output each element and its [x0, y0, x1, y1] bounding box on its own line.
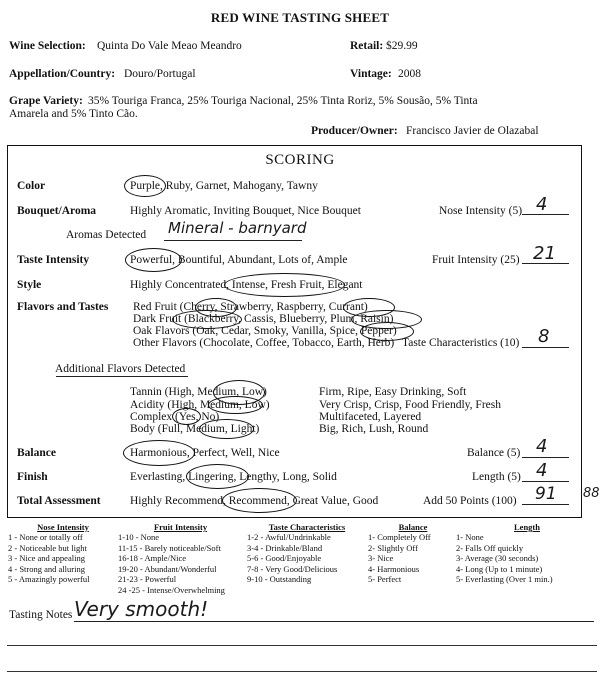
legend-taste-characteristics	[247, 522, 367, 585]
complex-yes-circle	[172, 408, 201, 425]
fruit-intensity-line	[522, 263, 569, 264]
legend-balance-heading: Balance	[398, 522, 428, 532]
vintage-value: 2008	[398, 68, 421, 80]
legend-line: 5-6 - Good/Enjoyable	[247, 553, 322, 564]
legend-line: 16-18 - Ample/Nice	[118, 553, 186, 564]
balance-selection-circle	[123, 440, 195, 466]
grape-variety-label: Grape Variety:	[9, 95, 83, 107]
nose-intensity-score: 4	[536, 194, 548, 215]
bouquet-label: Bouquet/Aroma	[17, 205, 97, 217]
length-score-line	[522, 481, 569, 482]
balance-score: 4	[536, 436, 548, 457]
legend-line: 5- Everlasting (Over 1 min.)	[456, 574, 553, 585]
legend-line: 4- Long (Up to 1 minute)	[456, 563, 543, 574]
length-label: Length (5)	[472, 471, 521, 483]
wine-selection-value: Quinta Do Vale Meao Meandro	[97, 40, 242, 52]
legend-line: 7-8 - Very Good/Delicious	[247, 563, 338, 574]
sheet-title: RED WINE TASTING SHEET	[210, 10, 390, 25]
legend-length-heading: Length	[514, 522, 540, 532]
legend-line: 24 -25 - Intense/Overwhelming	[118, 584, 225, 595]
legend-line: 3 - Nice and appealing	[8, 553, 85, 564]
oak-flavors-line: Oak Flavors (Oak, Cedar, Smoky, Vanilla, Spice, Pepper)	[133, 325, 397, 337]
tasting-notes-line-2	[7, 645, 597, 646]
legend-line: 1- None	[456, 532, 484, 542]
legend-line: 1-10 - None	[118, 532, 160, 542]
legend-nose-heading: Nose Intensity	[37, 522, 89, 532]
legend-taste-heading: Taste Characteristics	[268, 522, 346, 532]
balance-options: Harmonious, Perfect, Well, Nice	[130, 447, 280, 459]
bouquet-options: Highly Aromatic, Inviting Bouquet, Nice Bouquet	[130, 205, 361, 217]
appellation-label: Appellation/Country:	[9, 68, 116, 80]
legend-line: 21-23 - Powerful	[118, 574, 177, 585]
body-line: Body (Full, Medium, Light)	[130, 423, 260, 435]
grape-variety-value-line1: 35% Touriga Franca, 25% Touriga Nacional, 25% Tinta Roriz, 5% Sousão, 5% Tinta	[88, 95, 478, 107]
aromas-label: Aromas Detected	[66, 229, 147, 241]
body-medium-circle	[199, 419, 254, 439]
nose-intensity-line	[522, 214, 569, 215]
legend-line: 1- Completely Off	[368, 532, 431, 542]
spice-pepper-selection-circle	[360, 322, 414, 341]
total-options: Highly Recommend, Recommend, Great Value, Good	[130, 495, 379, 507]
legend-line: 3-4 - Drinkable/Bland	[247, 542, 323, 553]
total-score: 91	[535, 484, 557, 504]
legend-line: 3- Nice	[368, 553, 394, 564]
taste-characteristics-line	[522, 347, 569, 348]
retail-label: Retail:	[350, 40, 384, 52]
aromas-line	[164, 240, 302, 241]
legend-line: 2 - Noticeable but light	[8, 542, 87, 553]
legend-line: 2- Slightly Off	[368, 542, 418, 553]
tasting-notes-value: Very smooth!	[74, 597, 209, 621]
style-selection-circle	[224, 273, 345, 297]
legend-nose-intensity	[8, 522, 118, 585]
dark-fruit-line: Dark Fruit (Blackberry, Cassis, Blueberry, Plum, Raisin)	[133, 313, 394, 325]
tannin-line: Tannin (High, Medium, Low)	[130, 386, 267, 398]
taste-intensity-label: Taste Intensity	[17, 254, 90, 266]
color-options: Purple, Ruby, Garnet, Mahogany, Tawny	[130, 180, 318, 192]
legend-line: 11-15 - Barely noticeable/Soft	[118, 542, 221, 553]
legend-line: 1 - None or totally off	[8, 532, 83, 542]
taste-characteristics-score: 8	[538, 326, 550, 347]
nose-intensity-label: Nose Intensity (5)	[439, 205, 523, 217]
acidity-medium-circle	[208, 396, 263, 414]
color-label: Color	[17, 180, 46, 192]
legend-line: 1-2 - Awful/Undrinkable	[247, 532, 331, 542]
legend-fruit-intensity	[118, 522, 243, 596]
add-50-points-label: Add 50 Points (100)	[423, 495, 517, 507]
style-options: Highly Concentrated, Intense, Fresh Fruit, Elegant	[130, 279, 363, 291]
balance-label: Balance	[17, 447, 56, 459]
descriptor-line-3: Multifaceted, Layered	[319, 411, 422, 423]
red-fruit-line: Red Fruit (Cherry, Strawberry, Raspberry, Currant)	[133, 301, 368, 313]
finish-selection-circle	[186, 464, 249, 489]
flavors-label: Flavors and Tastes	[17, 301, 109, 313]
grape-variety-value-line2: Amarela and 5% Tinto Cão.	[9, 108, 138, 120]
wine-selection-label: Wine Selection:	[9, 40, 86, 52]
total-assessment-label: Total Assessment	[17, 495, 101, 507]
complex-line: Complex (Yes, No)	[130, 411, 220, 423]
tasting-notes-line-3	[7, 671, 597, 672]
descriptor-line-4: Big, Rich, Lush, Round	[319, 423, 429, 435]
blackberry-selection-circle	[172, 310, 242, 329]
legend-line: 3- Average (30 seconds)	[456, 553, 539, 564]
vintage-label: Vintage:	[350, 68, 392, 80]
other-flavors-line: Other Flavors (Chocolate, Coffee, Tobacco, Earth, Herb)	[133, 337, 395, 349]
finish-label: Finish	[17, 471, 48, 483]
total-selection-circle	[222, 488, 297, 513]
legend-line: 5 - Amazingly powerful	[8, 574, 90, 585]
taste-intensity-selection-circle	[125, 248, 182, 272]
legend-line: 19-20 - Abundant/Wonderful	[118, 563, 217, 574]
legend-line: 9-10 - Outstanding	[247, 574, 312, 585]
producer-label: Producer/Owner:	[311, 125, 398, 137]
tasting-notes-label: Tasting Notes	[9, 609, 73, 621]
balance-score-line	[522, 457, 569, 458]
additional-flavors-underline	[56, 376, 188, 377]
legend-line: 2- Falls Off quickly	[456, 542, 524, 553]
margin-note: 88	[583, 486, 600, 501]
appellation-value: Douro/Portugal	[124, 68, 196, 80]
tasting-notes-line-1	[74, 621, 594, 622]
legend-length	[456, 522, 598, 585]
length-score: 4	[536, 460, 548, 481]
taste-characteristics-label: Taste Characteristics (10)	[402, 337, 520, 349]
scoring-heading: SCORING	[265, 152, 335, 168]
acidity-line: Acidity (High, Medium, Low)	[130, 399, 270, 411]
legend-fruit-heading: Fruit Intensity	[153, 522, 208, 532]
aromas-value: Mineral - barnyard	[168, 219, 307, 237]
color-selection-circle	[124, 175, 166, 197]
retail-value: $29.99	[386, 40, 418, 52]
legend-line: 5- Perfect	[368, 574, 402, 585]
style-label: Style	[17, 279, 42, 291]
producer-value: Francisco Javier de Olazabal	[406, 125, 539, 137]
legend-line: 4 - Strong and alluring	[8, 563, 85, 574]
total-score-line	[522, 504, 569, 505]
legend-balance	[368, 522, 458, 585]
descriptor-line-2: Very Crisp, Crisp, Food Friendly, Fresh	[319, 399, 501, 411]
additional-flavors-label: Additional Flavors Detected	[55, 363, 186, 375]
finish-options: Everlasting, Lingering, Lengthy, Long, Solid	[130, 471, 337, 483]
legend-line: 4- Harmonious	[368, 563, 420, 574]
descriptor-line-1: Firm, Ripe, Easy Drinking, Soft	[319, 386, 467, 398]
balance-score-label: Balance (5)	[467, 447, 521, 459]
fruit-intensity-score: 21	[533, 243, 556, 264]
fruit-intensity-label: Fruit Intensity (25)	[432, 254, 520, 266]
taste-intensity-options: Powerful, Bountiful, Abundant, Lots of, Ample	[130, 254, 348, 266]
